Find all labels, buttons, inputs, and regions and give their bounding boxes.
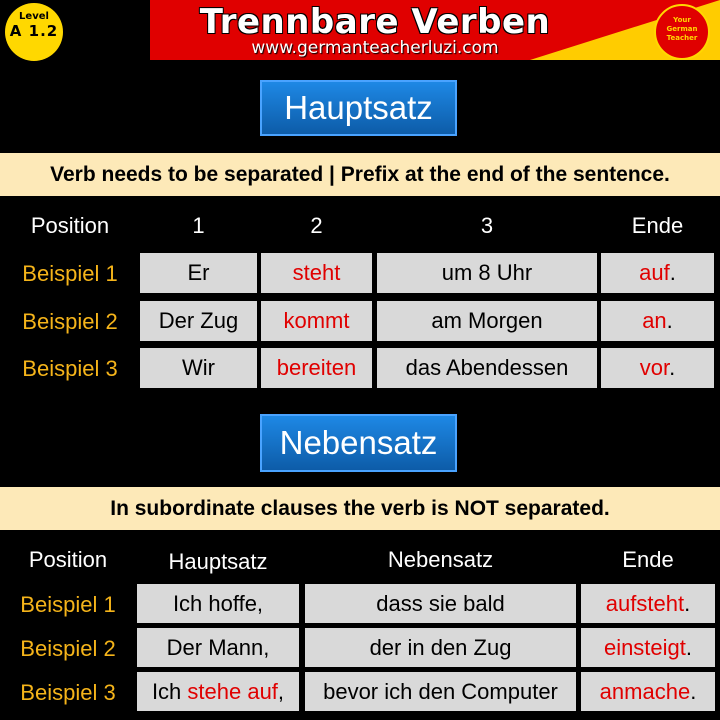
table-cell: um 8 Uhr: [377, 253, 597, 293]
row-label: Beispiel 2: [22, 309, 118, 334]
prefix-cell: [601, 301, 714, 341]
table-cell: das Abendessen: [377, 348, 597, 388]
prefix-text: vor: [639, 355, 670, 380]
logo: [654, 4, 710, 60]
row-label: Beispiel 3: [20, 680, 116, 705]
col-header-position: Position: [30, 213, 110, 238]
col-header-hauptsatz: Hauptsatz: [168, 549, 268, 574]
main-clause-cell: [137, 672, 299, 711]
level-label: Level: [19, 11, 49, 22]
row-label: Beispiel 1: [20, 592, 116, 617]
main-clause-cell: [137, 584, 299, 623]
prefix-text: an: [642, 308, 667, 333]
period: .: [669, 260, 676, 285]
prefix-text: auf: [639, 260, 670, 285]
row-label: Beispiel 2: [20, 636, 116, 661]
sub-clause-cell: der in den Zug: [305, 628, 576, 667]
row-label: Beispiel 3: [22, 356, 118, 381]
period: .: [669, 355, 676, 380]
prefix-cell: [601, 253, 714, 293]
table-cell: Wir: [140, 348, 257, 388]
verb-end-cell: [581, 628, 715, 667]
logo-line-2: German: [666, 25, 698, 33]
website-url: www.germanteacherluzi.com: [251, 38, 499, 58]
verb-text: anmache: [599, 679, 691, 704]
period: .: [666, 308, 673, 333]
col-header-3: 3: [480, 213, 494, 238]
verb-text: aufsteht: [605, 591, 685, 616]
verb-end-cell: [581, 672, 715, 711]
verb-cell: steht: [261, 253, 372, 293]
main-clause-cell: [137, 628, 299, 667]
table-cell: am Morgen: [377, 301, 597, 341]
verb-cell: kommt: [261, 301, 372, 341]
col-header-nebensatz: Nebensatz: [387, 547, 494, 572]
col-header-2: 2: [310, 213, 323, 238]
period: .: [685, 635, 693, 660]
col-header-ende: Ende: [631, 213, 684, 238]
main-clause-text: Ich: [151, 679, 188, 704]
logo-line-3: Teacher: [666, 34, 698, 42]
level-value: A 1.2: [9, 22, 59, 40]
sub-clause-cell: bevor ich den Computer: [305, 672, 576, 711]
main-clause-text: Ich hoffe,: [172, 591, 264, 616]
page-title: Trennbare Verben: [199, 2, 551, 42]
col-header-position: Position: [28, 547, 108, 572]
col-header-1: 1: [192, 213, 205, 238]
hauptsatz-section-label: Hauptsatz: [260, 80, 457, 136]
prefix-cell: [601, 348, 714, 388]
hauptsatz-rule: Verb needs to be separated | Prefix at the end of the sentence.: [0, 153, 720, 196]
logo-line-1: Your: [673, 16, 691, 24]
table-cell: Er: [140, 253, 257, 293]
main-clause-verb: stehe auf: [187, 679, 278, 704]
verb-cell: bereiten: [261, 348, 372, 388]
period: .: [684, 591, 691, 616]
row-label: Beispiel 1: [22, 261, 118, 286]
sub-clause-cell: dass sie bald: [305, 584, 576, 623]
level-badge: [5, 3, 63, 61]
verb-text: einsteigt: [603, 635, 686, 660]
nebensatz-section-label: Nebensatz: [260, 414, 457, 472]
col-header-ende: Ende: [622, 547, 674, 572]
period: .: [690, 679, 697, 704]
nebensatz-rule: In subordinate clauses the verb is NOT separated.: [0, 487, 720, 530]
main-clause-end: ,: [277, 679, 285, 704]
main-clause-text: Der Mann,: [166, 635, 270, 660]
table-cell: Der Zug: [140, 301, 257, 341]
verb-end-cell: [581, 584, 715, 623]
